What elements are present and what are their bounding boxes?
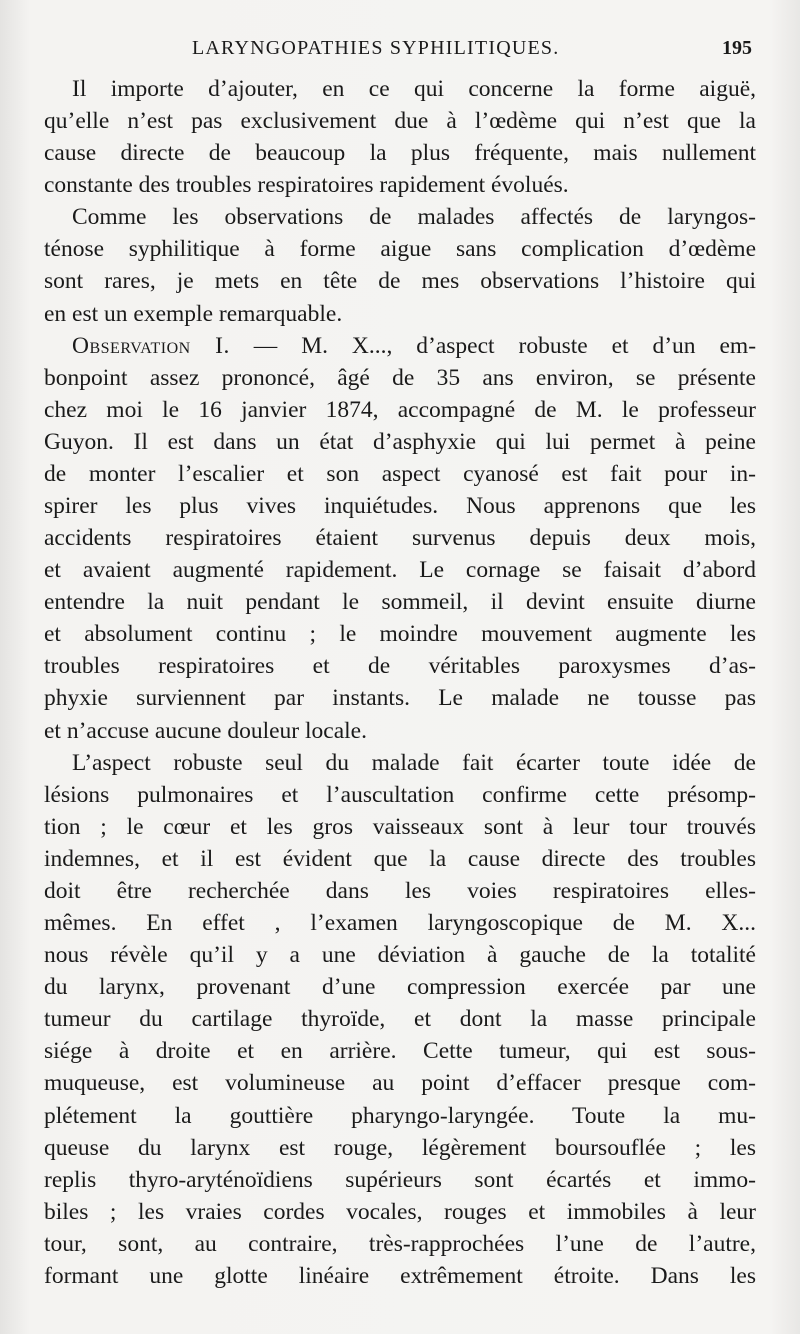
text-line: tion ; le cœur et les gros vaisseaux sont à leur tour trouvés bbox=[44, 813, 756, 840]
text-line: spirer les plus vives inquiétudes. Nous apprenons que les bbox=[44, 493, 756, 520]
body-text bbox=[44, 73, 756, 1292]
text-line: Il importe d’ajouter, en ce qui concerne la forme aiguë, bbox=[72, 76, 756, 102]
text-line: et absolument continu ; le moindre mouvement augmente les bbox=[44, 621, 756, 648]
text-line: biles ; les vraies cordes vocales, rouges et immobiles à leur bbox=[44, 1198, 756, 1225]
text-line: ténose syphilitique à forme aigue sans complication d’œdème bbox=[44, 236, 756, 263]
text-line: cause directe de beaucoup la plus fréquente, mais nullement bbox=[44, 140, 756, 167]
text-line: bonpoint assez prononcé, âgé de 35 ans environ, se présente bbox=[44, 364, 756, 391]
text-line: replis thyro-aryténoïdiens supérieurs sont écartés et immo- bbox=[44, 1166, 756, 1193]
text-line: entendre la nuit pendant le sommeil, il devint ensuite diurne bbox=[44, 589, 756, 616]
text-line: formant une glotte linéaire extrêmement étroite. Dans les bbox=[44, 1262, 756, 1289]
text-line: L’aspect robuste seul du malade fait écarter toute idée de bbox=[72, 749, 756, 776]
text-line: chez moi le 16 janvier 1874, accompagné de M. le professeur bbox=[44, 396, 756, 423]
text-line: indemnes, et il est évident que la cause directe des troubles bbox=[44, 845, 756, 872]
text-line: sont rares, je mets en tête de mes observations l’histoire qui bbox=[44, 268, 756, 295]
text-line: de monter l’escalier et son aspect cyanosé est fait pour in- bbox=[44, 460, 756, 487]
text-line: muqueuse, est volumineuse au point d’effacer presque com- bbox=[44, 1070, 756, 1097]
text-line: constante des troubles respiratoires rapidement évolués. bbox=[44, 172, 569, 199]
text-line: Guyon. Il est dans un état d’asphyxie qui lui permet à peine bbox=[44, 428, 756, 455]
text-line: siége à droite et en arrière. Cette tumeur, qui est sous- bbox=[44, 1038, 756, 1065]
text-line: du larynx, provenant d’une compression exercée par une bbox=[44, 974, 756, 1001]
text-line: nous révèle qu’il y a une déviation à gauche de la totalité bbox=[44, 942, 756, 969]
text-line: troubles respiratoires et de véritables paroxysmes d’as- bbox=[44, 653, 756, 680]
text-line: queuse du larynx est rouge, légèrement boursouflée ; les bbox=[44, 1134, 756, 1161]
running-title: LARYNGOPATHIES SYPHILITIQUES. bbox=[192, 37, 560, 59]
text-line: tumeur du cartilage thyroïde, et dont la masse principale bbox=[44, 1006, 756, 1033]
text-line: et avaient augmenté rapidement. Le cornage se faisait d’abord bbox=[44, 557, 756, 584]
text-line: et n’accuse aucune douleur locale. bbox=[44, 717, 367, 744]
text-line: lésions pulmonaires et l’auscultation confirme cette présomp- bbox=[44, 781, 756, 808]
text-line: mêmes. En effet , l’examen laryngoscopique de M. X... bbox=[44, 910, 756, 937]
text-line: phyxie surviennent par instants. Le malade ne tousse pas bbox=[44, 685, 756, 712]
text-line: accidents respiratoires étaient survenus depuis deux mois, bbox=[44, 525, 756, 552]
running-header bbox=[44, 33, 754, 67]
text-line: Comme les observations de malades affectés de laryngos- bbox=[72, 204, 756, 231]
observation-label: Observation I. bbox=[72, 332, 230, 359]
text-line: qu’elle n’est pas exclusivement due à l’œdème qui n’est que la bbox=[44, 108, 756, 135]
observation-first-line bbox=[44, 330, 756, 362]
text-line: plétement la gouttière pharyngo-laryngée. Toute la mu- bbox=[44, 1102, 756, 1129]
text-line: doit être recherchée dans les voies respiratoires elles- bbox=[44, 877, 756, 904]
text-line: tour, sont, au contraire, très-rapprochées l’une de l’autre, bbox=[44, 1230, 756, 1257]
page-number: 195 bbox=[722, 37, 752, 59]
text-line: en est un exemple remarquable. bbox=[44, 300, 343, 327]
text-line-fragment: — M. X..., d’aspect robuste et d’un em- bbox=[253, 332, 757, 359]
